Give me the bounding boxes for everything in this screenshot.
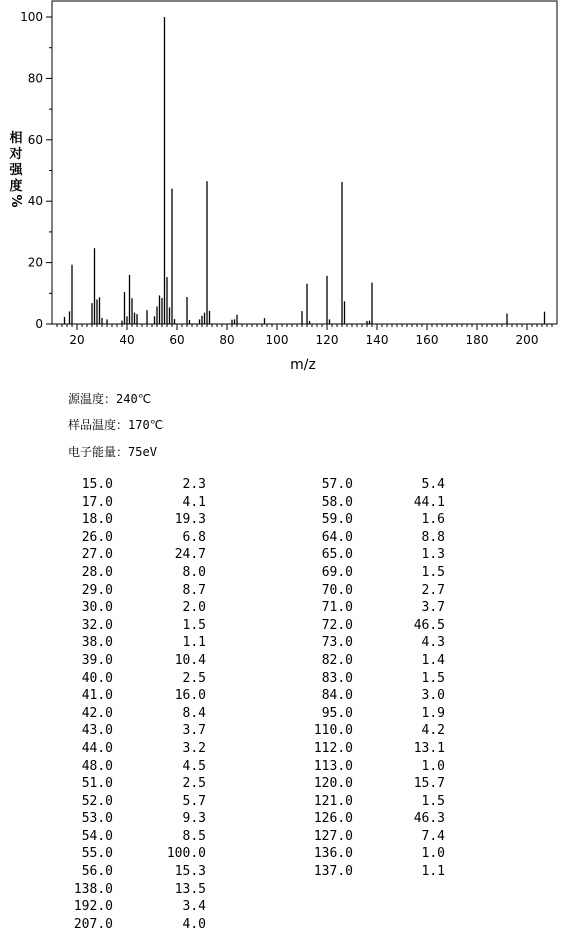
peak-abundance: 15.3 — [174, 864, 206, 880]
peak-row — [0, 529, 570, 547]
peak-abundance: 8.7 — [182, 582, 206, 598]
peak-mz: 71.0 — [321, 600, 353, 616]
peak-abundance: 15.7 — [413, 776, 445, 792]
peak-row — [0, 617, 570, 635]
tick-labels — [20, 10, 538, 347]
y-tick-label: 0 — [35, 317, 43, 331]
peak-row — [0, 845, 570, 863]
peak-mz: 113.0 — [313, 758, 353, 774]
peak-row — [0, 881, 570, 899]
peak-row — [0, 793, 570, 811]
peak-row — [0, 740, 570, 758]
peak-mz: 70.0 — [321, 582, 353, 598]
y-axis-label — [8, 130, 23, 208]
peak-abundance: 3.4 — [182, 899, 206, 915]
peak-mz: 138.0 — [73, 881, 113, 897]
peak-abundance: 2.0 — [182, 600, 206, 616]
peak-mz: 32.0 — [81, 617, 113, 633]
x-tick-label: 100 — [265, 333, 289, 347]
peak-abundance: 3.7 — [182, 723, 206, 739]
peak-abundance: 13.1 — [413, 740, 445, 756]
peak-abundance: 8.5 — [182, 828, 206, 844]
peak-mz: 29.0 — [81, 582, 113, 598]
x-tick-label: 200 — [515, 333, 539, 347]
peak-mz: 121.0 — [313, 793, 353, 809]
peak-row — [0, 546, 570, 564]
svg-text:%: % — [8, 194, 23, 208]
peak-mz: 59.0 — [321, 512, 353, 528]
peak-mz: 73.0 — [321, 635, 353, 651]
peak-abundance: 1.1 — [421, 864, 445, 880]
peak-mz: 43.0 — [81, 723, 113, 739]
y-tick-label: 100 — [20, 10, 43, 24]
peak-mz: 72.0 — [321, 617, 353, 633]
x-tick-label: 80 — [219, 333, 235, 347]
axis-ticks — [46, 17, 552, 330]
peak-mz: 56.0 — [81, 864, 113, 880]
peak-mz: 207.0 — [73, 916, 113, 932]
peak-abundance: 1.9 — [421, 705, 445, 721]
peak-abundance: 100.0 — [166, 846, 206, 862]
peak-abundance: 1.0 — [421, 758, 445, 774]
peak-mz: 83.0 — [321, 670, 353, 686]
source-temperature-label: 源温度： — [68, 392, 117, 406]
peak-row — [0, 494, 570, 512]
peak-mz: 42.0 — [81, 705, 113, 721]
peak-mz: 65.0 — [321, 547, 353, 563]
peak-abundance: 2.5 — [182, 776, 206, 792]
peak-row — [0, 670, 570, 688]
x-tick-label: 180 — [465, 333, 489, 347]
peak-mz: 126.0 — [313, 811, 353, 827]
peak-row — [0, 634, 570, 652]
peak-abundance: 9.3 — [182, 811, 206, 827]
peak-abundance: 16.0 — [174, 688, 206, 704]
peak-mz: 15.0 — [81, 477, 113, 492]
peak-mz: 69.0 — [321, 564, 353, 580]
peak-row — [0, 511, 570, 529]
peak-abundance: 2.3 — [182, 477, 206, 492]
x-tick-label: 40 — [119, 333, 135, 347]
peak-abundance: 3.2 — [182, 740, 206, 756]
peak-abundance: 1.5 — [182, 617, 206, 633]
svg-text:强: 强 — [9, 163, 23, 178]
source-temperature — [68, 390, 151, 407]
peak-row — [0, 687, 570, 705]
peak-abundance: 6.8 — [182, 529, 206, 545]
peak-abundance: 1.5 — [421, 564, 445, 580]
peak-abundance: 1.0 — [421, 846, 445, 862]
peak-mz: 95.0 — [321, 705, 353, 721]
peak-abundance: 1.6 — [421, 512, 445, 528]
peak-mz: 192.0 — [73, 899, 113, 915]
peak-abundance: 1.5 — [421, 670, 445, 686]
peak-abundance: 46.5 — [413, 617, 445, 633]
x-tick-label: 120 — [315, 333, 339, 347]
peak-row — [0, 564, 570, 582]
peak-abundance: 3.7 — [421, 600, 445, 616]
peak-mz: 110.0 — [313, 723, 353, 739]
peak-abundance: 4.2 — [421, 723, 445, 739]
peak-row — [0, 775, 570, 793]
peak-abundance: 8.0 — [182, 564, 206, 580]
peak-mz: 58.0 — [321, 494, 353, 510]
peak-mz: 53.0 — [81, 811, 113, 827]
peak-table-right — [0, 476, 570, 881]
peak-mz: 28.0 — [81, 564, 113, 580]
peak-abundance: 13.5 — [174, 881, 206, 897]
sample-temperature — [68, 416, 163, 433]
peak-row — [0, 652, 570, 670]
peak-row — [0, 828, 570, 846]
peak-mz: 30.0 — [81, 600, 113, 616]
sample-temperature-label: 样品温度： — [68, 418, 129, 432]
x-tick-label: 160 — [415, 333, 439, 347]
electron-energy-value: 75eV — [128, 445, 157, 459]
svg-text:度: 度 — [9, 179, 23, 194]
electron-energy-label: 电子能量： — [68, 445, 129, 459]
peak-mz: 120.0 — [313, 776, 353, 792]
peak-mz: 52.0 — [81, 793, 113, 809]
y-tick-label: 40 — [27, 194, 43, 209]
peak-mz: 84.0 — [321, 688, 353, 704]
svg-text:相: 相 — [9, 131, 23, 146]
peak-mz: 137.0 — [313, 864, 353, 880]
peak-row — [0, 863, 570, 881]
peak-abundance: 5.7 — [182, 793, 206, 809]
peak-abundance: 4.3 — [421, 635, 445, 651]
peak-mz: 41.0 — [81, 688, 113, 704]
peak-abundance: 3.0 — [421, 688, 445, 704]
peak-abundance: 1.1 — [182, 635, 206, 651]
peak-row — [0, 476, 570, 494]
x-axis-label: m/z — [290, 357, 316, 373]
plot-frame — [52, 1, 557, 324]
peak-mz: 40.0 — [81, 670, 113, 686]
electron-energy — [68, 443, 157, 460]
x-tick-label: 20 — [69, 333, 85, 347]
peak-mz: 64.0 — [321, 529, 353, 545]
peak-mz: 27.0 — [81, 547, 113, 563]
peak-abundance: 7.4 — [421, 828, 445, 844]
peak-mz: 55.0 — [81, 846, 113, 862]
peak-abundance: 46.3 — [413, 811, 445, 827]
peak-row — [0, 722, 570, 740]
peak-mz: 26.0 — [81, 529, 113, 545]
peak-abundance: 1.4 — [421, 652, 445, 668]
peak-abundance: 10.4 — [174, 652, 206, 668]
peak-row — [0, 705, 570, 723]
peak-abundance: 4.0 — [182, 916, 206, 932]
peak-abundance: 24.7 — [174, 547, 206, 563]
peak-abundance: 44.1 — [413, 494, 445, 510]
peak-row — [0, 810, 570, 828]
peak-abundance: 1.5 — [421, 793, 445, 809]
sample-temperature-value: 170℃ — [128, 418, 164, 432]
peak-mz: 57.0 — [321, 477, 353, 492]
peak-mz: 17.0 — [81, 494, 113, 510]
peak-mz: 51.0 — [81, 776, 113, 792]
x-tick-label: 140 — [365, 333, 389, 347]
peak-abundance: 8.4 — [182, 705, 206, 721]
peak-abundance: 1.3 — [421, 547, 445, 563]
peak-row — [0, 582, 570, 600]
peak-mz: 38.0 — [81, 635, 113, 651]
peak-mz: 44.0 — [81, 740, 113, 756]
peak-row — [0, 599, 570, 617]
x-tick-label: 60 — [169, 333, 185, 347]
peak-mz: 18.0 — [81, 512, 113, 528]
peak-mz: 39.0 — [81, 652, 113, 668]
peak-abundance: 4.5 — [182, 758, 206, 774]
peak-abundance: 8.8 — [421, 529, 445, 545]
svg-text:对: 对 — [9, 147, 23, 162]
source-temperature-value: 240℃ — [116, 392, 152, 406]
peak-mz: 136.0 — [313, 846, 353, 862]
peak-mz: 127.0 — [313, 828, 353, 844]
peak-row — [0, 916, 570, 934]
spectrum-bars — [65, 17, 545, 324]
peak-mz: 48.0 — [81, 758, 113, 774]
peak-abundance: 2.7 — [421, 582, 445, 598]
peak-mz: 82.0 — [321, 652, 353, 668]
peak-abundance: 5.4 — [421, 477, 445, 492]
peak-mz: 54.0 — [81, 828, 113, 844]
peak-abundance: 19.3 — [174, 512, 206, 528]
mass-spectrum-chart — [0, 0, 570, 380]
peak-abundance: 2.5 — [182, 670, 206, 686]
y-tick-label: 20 — [27, 255, 43, 270]
y-tick-label: 60 — [27, 132, 43, 147]
peak-mz: 112.0 — [313, 740, 353, 756]
peak-row — [0, 758, 570, 776]
peak-row — [0, 898, 570, 916]
y-tick-label: 80 — [27, 71, 43, 86]
peak-abundance: 4.1 — [182, 494, 206, 510]
